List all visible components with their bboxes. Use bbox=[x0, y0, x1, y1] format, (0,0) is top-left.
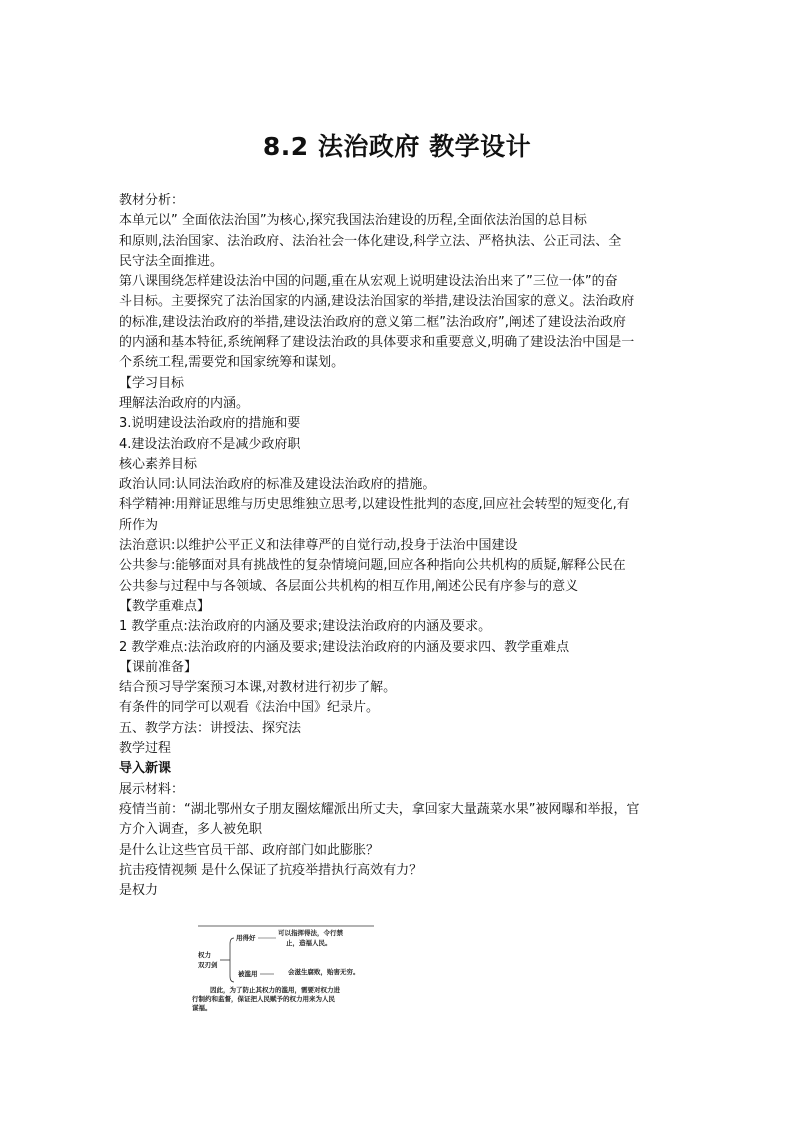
literacy-item: 法治意识:以维护公平正义和法律尊严的自觉行动,投身于法治中国建设 bbox=[119, 538, 518, 554]
section-heading-learning-goals: 【学习目标 bbox=[119, 375, 185, 391]
section-heading-introduction: 导入新课 bbox=[119, 761, 172, 777]
diagram-abuse-result: 会滋生腐败，贻害无穷。 bbox=[288, 968, 360, 976]
question-line: 是什么让这些官员干部、政府部门如此膨胀？ bbox=[119, 842, 380, 858]
section-heading-process: 教学过程 bbox=[119, 741, 172, 757]
paragraph-line: 是权力 bbox=[119, 883, 159, 899]
goal-item: 4.建设法治政府不是减少政府职 bbox=[119, 436, 301, 452]
section-heading-preparation: 【课前准备】 bbox=[119, 659, 198, 675]
document-title: 8.2 法治政府 教学设计 bbox=[262, 132, 532, 161]
paragraph-line: 个系统工程,需要党和国家统筹和谋划。 bbox=[119, 355, 345, 371]
diagram-conclusion: 谋福。 bbox=[192, 1004, 212, 1012]
section-heading-core-literacy: 核心素养目标 bbox=[119, 456, 198, 472]
preparation-item: 结合预习导学案预习本课,对教材进行初步了解。 bbox=[119, 680, 397, 696]
diagram-root-label: 双刃剑 bbox=[198, 961, 218, 969]
diagram-conclusion: 因此，为了防止其权力的滥用，需要对权力进 bbox=[210, 986, 340, 994]
power-double-edged-sword-diagram bbox=[190, 920, 380, 1020]
paragraph-line: 展示材料： bbox=[119, 781, 185, 797]
question-line: 抗击疫情视频 是什么保证了抗疫举措执行高效有力？ bbox=[119, 862, 423, 878]
paragraph-line: 和原则,法治国家、法治政府、法治社会一体化建设,科学立法、严格执法、公正司法、全 bbox=[119, 233, 622, 249]
diagram-conclusion: 行制约和监督，保证把人民赋予的权力用来为人民 bbox=[192, 995, 335, 1003]
diagram-brace bbox=[230, 938, 234, 982]
paragraph-line: 本单元以” 全面依法治国”为核心,探究我国法治建设的历程,全面依法治国的总目标 bbox=[119, 213, 587, 229]
key-point-item: 1 教学重点:法治政府的内涵及要求;建设法治政府的内涵及要求。 bbox=[119, 619, 492, 635]
paragraph-line: 的标准,建设法治政府的举措,建设法治政府的意义第二框”法治政府”,阐述了建设法治政府 bbox=[119, 314, 626, 330]
preparation-item: 有条件的同学可以观看《法治中国》纪录片。 bbox=[119, 700, 380, 716]
section-heading-methods: 五、教学方法：讲授法、探究法 bbox=[119, 720, 302, 736]
literacy-item: 政治认同:认同法治政府的标准及建设法治政府的措施。 bbox=[119, 477, 436, 493]
paragraph-line: 的内涵和基本特征,系统阐释了建设法治政的具体要求和重要意义,明确了建设法治中国是一 bbox=[119, 335, 635, 351]
key-point-item: 2 教学难点:法治政府的内涵及要求;建设法治政府的内涵及要求四、教学重难点 bbox=[119, 639, 570, 655]
paragraph-line: 第八课围绕怎样建设法治中国的问题,重在从宏观上说明建设法治出来了”三位一体”的奋 bbox=[119, 274, 618, 290]
section-label-textbook-analysis: 教材分析： bbox=[119, 193, 185, 208]
goal-item: 理解法治政府的内涵。 bbox=[119, 395, 250, 411]
diagram-good-use-label: 用得好 bbox=[236, 934, 256, 942]
paragraph-line: 斗目标。主要探究了法治国家的内涵,建设法治国家的举措,建设法治国家的意义。法治政府 bbox=[119, 294, 635, 310]
literacy-item: 公共参与:能够面对具有挑战性的复杂情境问题,回应各种指向公共机构的质疑,解释公民在 bbox=[119, 558, 626, 574]
document-body bbox=[119, 191, 675, 901]
diagram-good-result: 止，造福人民。 bbox=[286, 939, 332, 947]
paragraph-line: 疫情当前：“湖北鄂州女子朋友圈炫耀派出所丈夫，拿回家大量蔬菜水果”被网曝和举报，官 bbox=[119, 801, 640, 817]
section-heading-key-points: 【教学重难点】 bbox=[119, 598, 211, 614]
diagram-abuse-label: 被滥用 bbox=[238, 970, 258, 978]
paragraph-line: 方介入调查，多人被免职 bbox=[119, 822, 263, 838]
paragraph-line: 民守法全面推进。 bbox=[119, 253, 224, 269]
literacy-item: 公共参与过程中与各领域、各层面公共机构的相互作用,阐述公民有序参与的意义 bbox=[119, 578, 579, 594]
literacy-item: 科学精神:用辩证思维与历史思维独立思考,以建设性批判的态度,回应社会转型的短变化,有 bbox=[119, 497, 630, 513]
goal-item: 3.说明建设法治政府的措施和要 bbox=[119, 416, 301, 432]
diagram-root-label: 权力 bbox=[198, 951, 211, 959]
literacy-item: 所作为 bbox=[119, 517, 159, 533]
diagram-good-result: 可以指挥得法，令行禁 bbox=[278, 929, 343, 937]
